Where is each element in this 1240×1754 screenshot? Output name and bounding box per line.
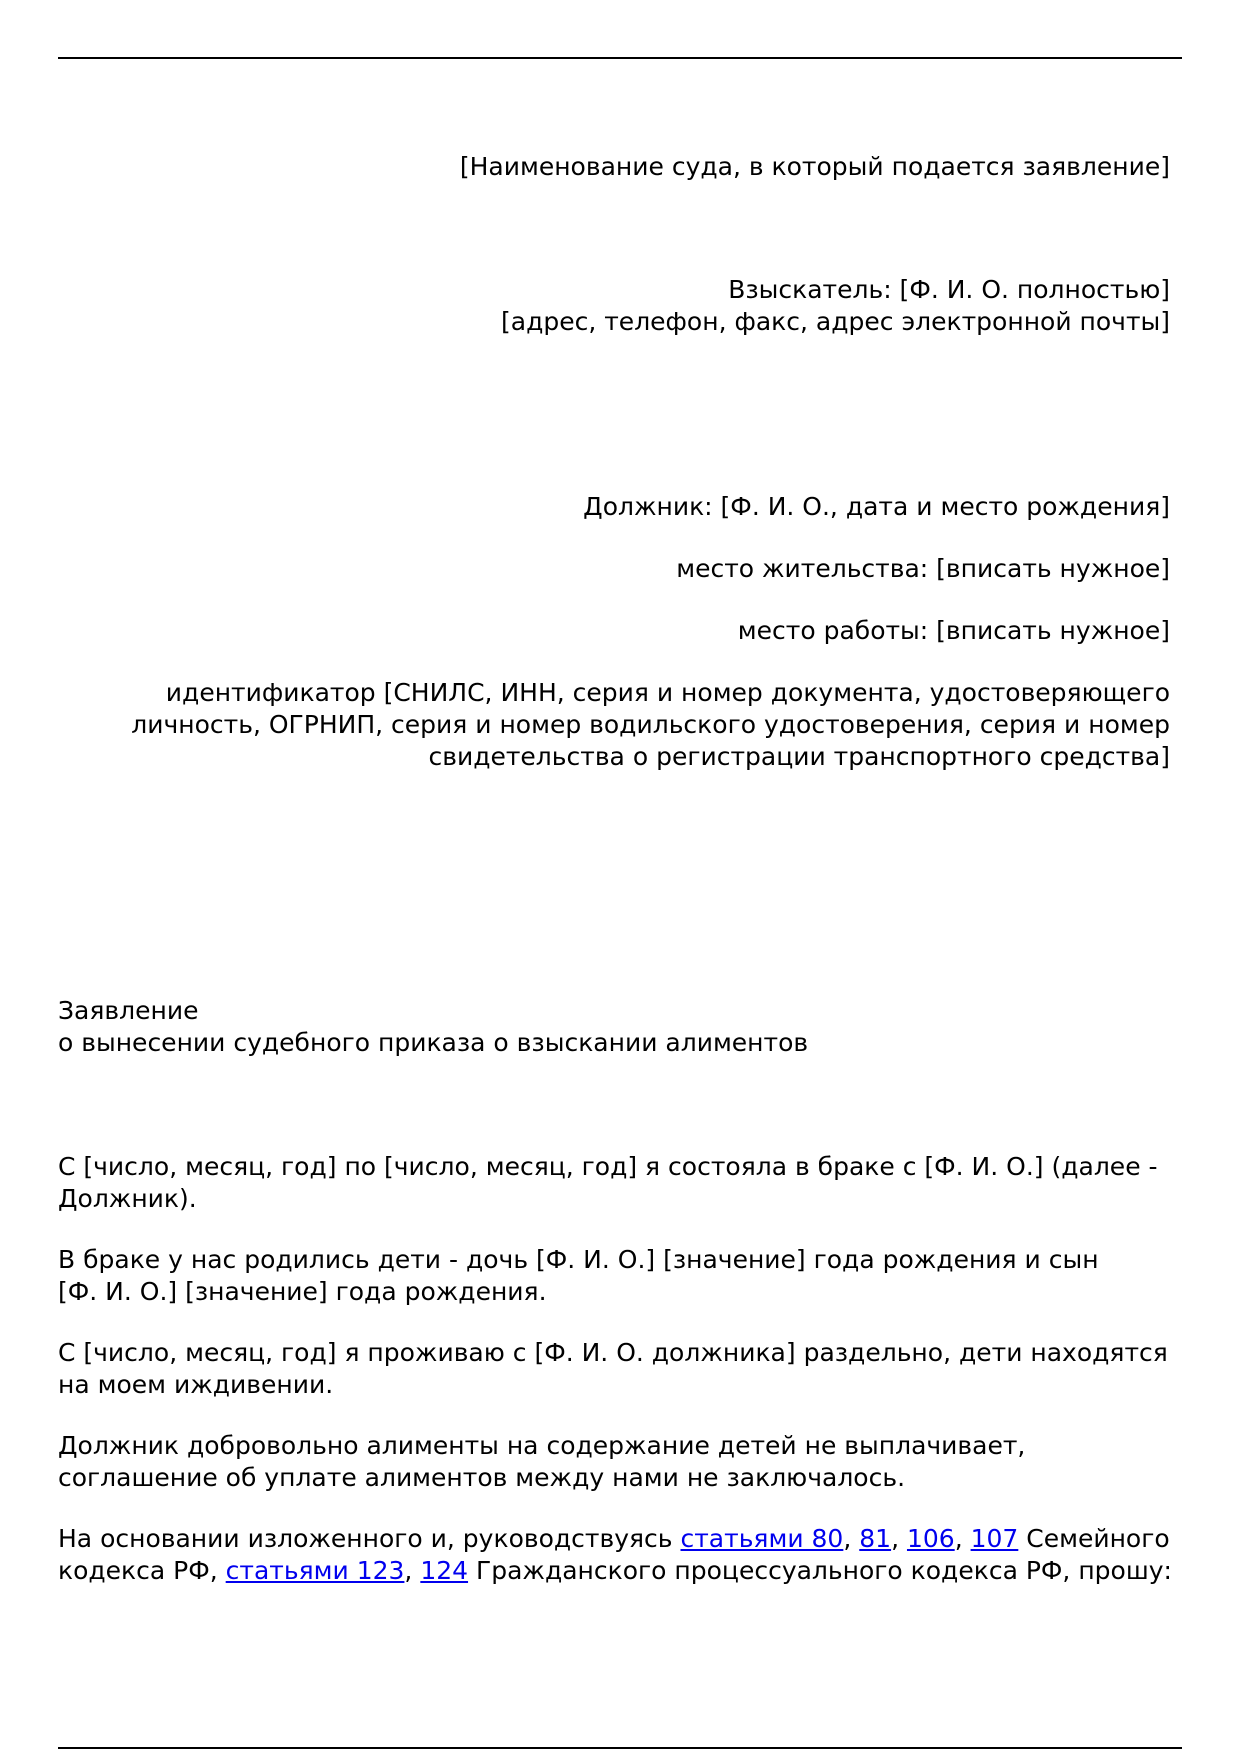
link-civil-procedure-art-124[interactable]: 124 (420, 1556, 469, 1585)
debtor-name (58, 491, 1170, 523)
paragraph-line: С [число, месяц, год] я проживаю с [Ф. И. О. должника] раздельно, дети находятся (58, 1338, 1168, 1367)
text-fragment: На основании изложенного и, руководствуясь (58, 1524, 681, 1553)
text-fragment: , (404, 1556, 421, 1585)
text-fragment: , (954, 1524, 971, 1553)
debtor-residence (58, 553, 1170, 585)
text-fragment: Гражданского процессуального кодекса РФ, прошу: (468, 1556, 1172, 1585)
paragraph-line: С [число, месяц, год] по [число, месяц, год] я состояла в браке с [Ф. И. О.] (далее - (58, 1152, 1158, 1181)
paragraph-marriage (58, 1151, 1182, 1215)
text-fragment: , (843, 1524, 860, 1553)
link-family-code-art-107[interactable]: 107 (970, 1524, 1019, 1553)
paragraph-line: [Ф. И. О.] [значение] года рождения. (58, 1277, 547, 1306)
link-family-code-art-81[interactable]: 81 (859, 1524, 892, 1553)
paragraph-legal-basis (58, 1523, 1182, 1587)
court-name-text: [Наименование суда, в который подается заявление] (459, 152, 1170, 181)
text-fragment: Семейного (1018, 1524, 1170, 1553)
debtor-identifier-line: личность, ОГРНИП, серия и номер водильского удостоверения, серия и номер (131, 710, 1170, 739)
debtor-identifier-line: идентификатор [СНИЛС, ИНН, серия и номер документа, удостоверяющего (165, 678, 1170, 707)
document-title (58, 995, 1182, 1059)
paragraph-line (58, 1523, 1182, 1555)
link-family-code-art-106[interactable]: 106 (906, 1524, 955, 1553)
debtor-identifier (58, 677, 1170, 773)
court-name (58, 151, 1170, 183)
debtor-work (58, 615, 1170, 647)
paragraph-line: соглашение об уплате алиментов между нами не заключалось. (58, 1463, 906, 1492)
document-title-line2: о вынесении судебного приказа о взыскании алиментов (58, 1028, 809, 1057)
paragraph-separation (58, 1337, 1182, 1401)
paragraph-line: на моем иждивении. (58, 1370, 334, 1399)
claimant-block (58, 274, 1170, 338)
paragraph-children (58, 1244, 1182, 1308)
text-fragment: кодекса РФ, (58, 1556, 226, 1585)
text-fragment: , (891, 1524, 907, 1553)
paragraph-line (58, 1555, 1182, 1587)
top-rule (58, 57, 1182, 59)
claimant-contacts: [адрес, телефон, факс, адрес электронной почты] (501, 307, 1170, 336)
debtor-work-text: место работы: [вписать нужное] (737, 616, 1170, 645)
bottom-rule (58, 1747, 1182, 1749)
paragraph-line: В браке у нас родились дети - дочь [Ф. И. О.] [значение] года рождения и сын (58, 1245, 1099, 1274)
link-civil-procedure-art-123[interactable]: статьями 123 (225, 1556, 405, 1585)
debtor-residence-text: место жительства: [вписать нужное] (676, 554, 1170, 583)
debtor-identifier-line: свидетельства о регистрации транспортного средства] (428, 742, 1170, 771)
paragraph-no-payment (58, 1430, 1182, 1494)
document-title-line1: Заявление (58, 996, 199, 1025)
paragraph-line: Должник добровольно алименты на содержание детей не выплачивает, (58, 1431, 1026, 1460)
claimant-name: Взыскатель: [Ф. И. О. полностью] (728, 275, 1170, 304)
paragraph-line: Должник). (58, 1184, 197, 1213)
link-family-code-art-80[interactable]: статьями 80 (680, 1524, 844, 1553)
debtor-name-text: Должник: [Ф. И. О., дата и место рождения] (583, 492, 1170, 521)
